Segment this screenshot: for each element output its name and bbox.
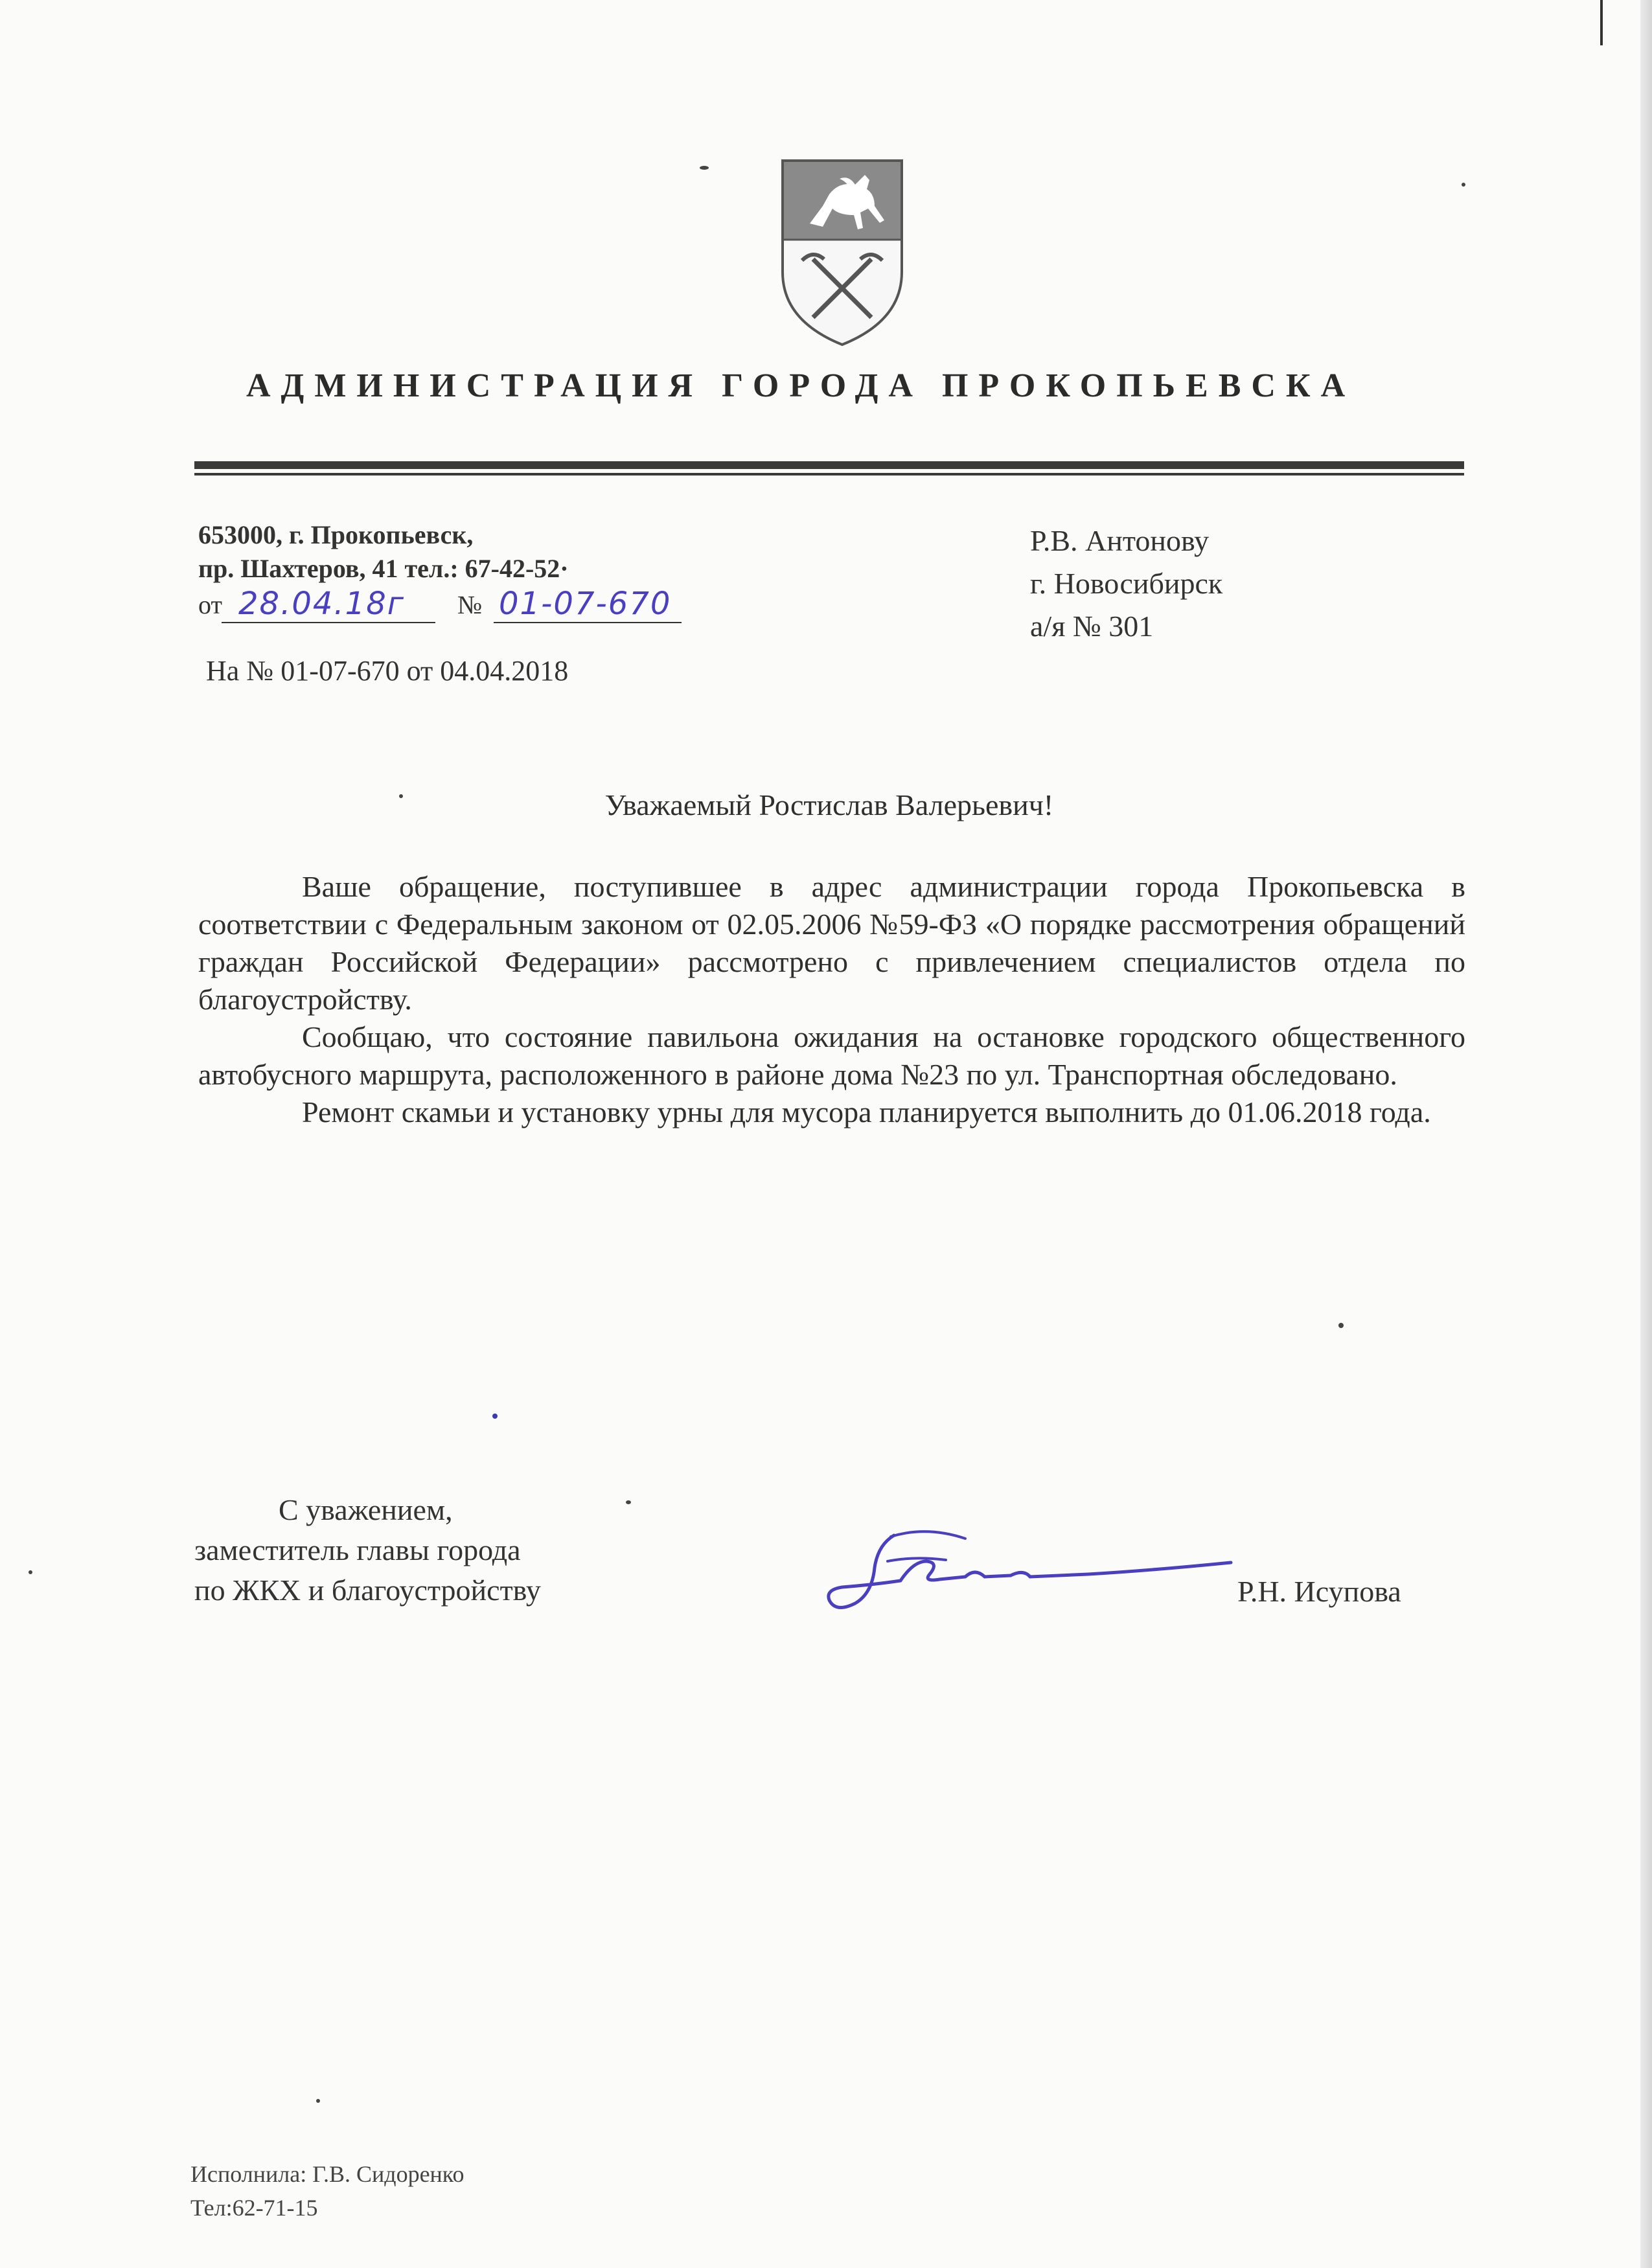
- header-rule-thin: [194, 473, 1464, 475]
- scan-speck: [1462, 183, 1465, 187]
- page-edge-shadow: [1640, 0, 1652, 2268]
- handwritten-date: 28.04.18г: [238, 586, 405, 622]
- signer-name: Р.Н. Исупова: [1237, 1575, 1401, 1608]
- in-reply-reference: На № 01-07-670 от 04.04.2018: [206, 655, 569, 687]
- number-label: №: [457, 590, 483, 619]
- number-underline: [494, 622, 682, 623]
- executor-phone: Тел:62-71-15: [190, 2195, 318, 2221]
- executor-block: [190, 2157, 464, 2225]
- addressee-name: Р.В. Антонову: [1030, 524, 1210, 557]
- addressee-po-box: а/я № 301: [1030, 610, 1154, 643]
- scan-speck: [316, 2099, 320, 2103]
- body-paragraph: Сообщаю, что состояние павильона ожидания на остановке городского общественного автобусного маршрута, расположенного в районе дома №23 по ул. Транспортная обследовано.: [198, 1020, 1465, 1091]
- date-label: от: [198, 590, 222, 619]
- signer-position-line2: по ЖКХ и благоустройству: [194, 1574, 541, 1607]
- scan-speck: [399, 794, 403, 798]
- sender-address-line2: пр. Шахтеров, 41 тел.: 67-42-52·: [198, 554, 569, 583]
- date-underline: [222, 622, 435, 623]
- addressee-block: [1030, 520, 1222, 648]
- scan-speck: [626, 1500, 631, 1504]
- scan-speck: [1338, 1323, 1344, 1328]
- signer-position-line1: заместитель главы города: [194, 1533, 521, 1566]
- addressee-city: г. Новосибирск: [1030, 567, 1223, 600]
- sender-address: [198, 518, 569, 586]
- body-paragraph: Ремонт скамьи и установку урны для мусора планируется выполнить до 01.06.2018 года.: [302, 1095, 1431, 1128]
- scan-edge-mark: [1600, 0, 1603, 45]
- closing-block: [194, 1490, 541, 1610]
- scan-speck: [492, 1414, 498, 1419]
- handwritten-signature: [816, 1522, 1244, 1626]
- letter-body: [198, 868, 1465, 1131]
- header-rule-thick: [194, 461, 1464, 469]
- executor-name: Исполнила: Г.В. Сидоренко: [190, 2161, 465, 2187]
- sender-address-line1: 653000, г. Прокопьевск,: [198, 520, 474, 549]
- body-paragraph: Ваше обращение, поступившее в адрес администрации города Прокопьевска в соответствии с Федеральным законом от 02.05.2006 №59-ФЗ «О порядке рассмотрения обращений граждан Российской Федерации» рассмотрено с привлечением специалистов отдела по благоустройству.: [198, 870, 1465, 1016]
- coat-of-arms-icon: [777, 155, 907, 350]
- handwritten-number: 01-07-670: [499, 586, 672, 622]
- scan-speck: [700, 166, 709, 170]
- salutation: Уважаемый Ростислав Валерьевич!: [604, 788, 1054, 821]
- closing-regards: С уважением,: [279, 1493, 453, 1526]
- scan-speck: [29, 1570, 32, 1574]
- registration-line: [198, 586, 691, 628]
- organization-title: АДМИНИСТРАЦИЯ ГОРОДА ПРОКОПЬЕВСКА: [246, 367, 1356, 404]
